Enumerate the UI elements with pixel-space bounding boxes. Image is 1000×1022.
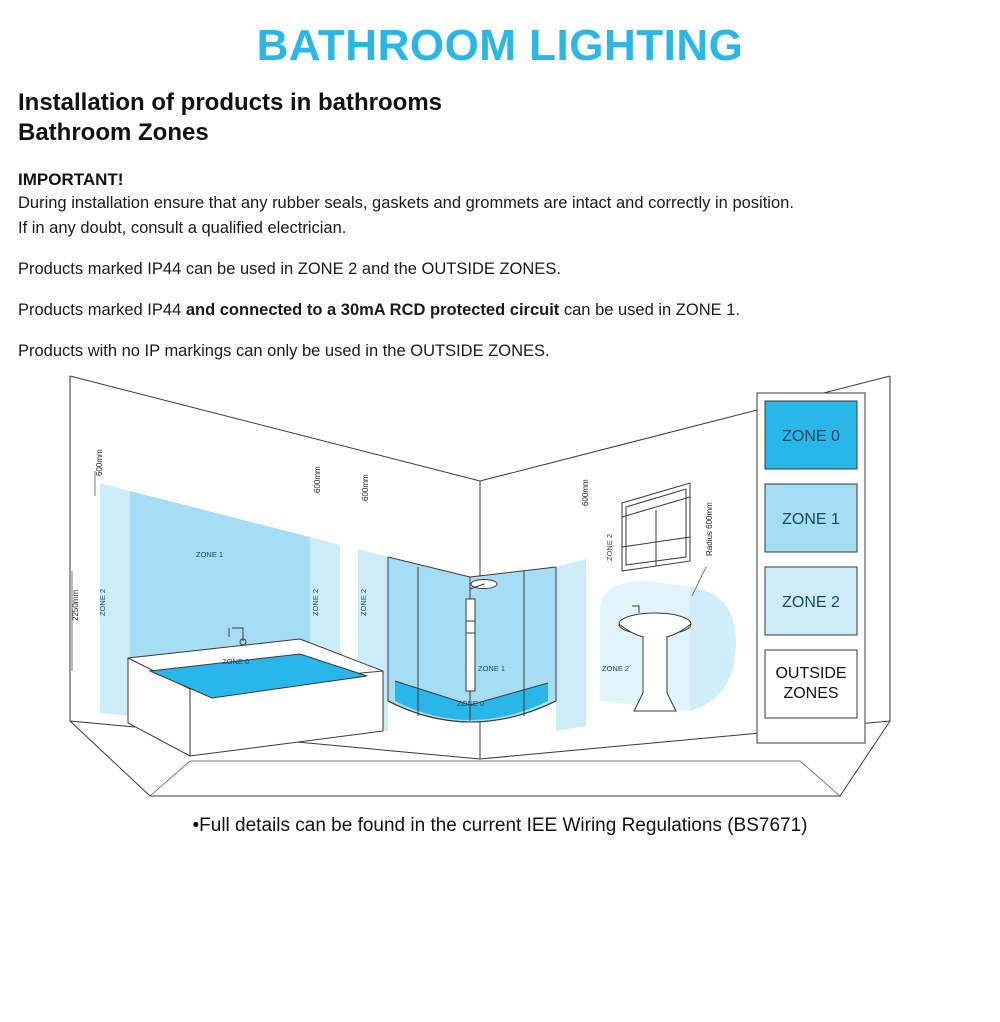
heading-bathroom-zones: Bathroom Zones <box>18 119 209 147</box>
paragraph-ip44-zone2: Products marked IP44 can be used in ZONE 2 and the OUTSIDE ZONES. <box>18 259 561 278</box>
paragraph-no-ip: Products with no IP markings can only be used in the OUTSIDE ZONES. <box>18 342 550 361</box>
important-text-line2: If in any doubt, consult a qualified electrician. <box>18 218 347 237</box>
dim-radius-600: Radius 600mm <box>705 501 714 556</box>
legend-label-zone0: ZONE 0 <box>782 427 840 445</box>
window <box>622 483 690 571</box>
paragraph-rcd-bold: and connected to a 30mA RCD protected circuit <box>185 301 560 320</box>
bathroom-zones-diagram <box>0 371 1000 801</box>
dim-2250: 2250mm <box>71 589 80 621</box>
paragraph-rcd-suffix: can be used in ZONE 1. <box>559 301 740 320</box>
paragraph-rcd <box>18 299 993 321</box>
shower-zone1-label: ZONE 1 <box>478 663 506 673</box>
window-zone2-label: ZONE 2 <box>605 533 614 561</box>
shower-zone0-label: ZONE 0 <box>457 698 485 708</box>
dim-600-a: 600mm <box>95 449 104 476</box>
basin-zone2-label: ZONE 2 <box>602 663 630 673</box>
heading-installation: Installation of products in bathrooms <box>18 89 443 117</box>
legend-label-outside-line1: OUTSIDE <box>775 664 847 682</box>
shower-enclosure <box>388 557 586 731</box>
legend-item-zone2 <box>765 567 857 635</box>
legend-label-zone2: ZONE 2 <box>782 593 840 611</box>
bath-zone2-left-label: ZONE 2 <box>98 588 107 616</box>
bath-zone1-label: ZONE 1 <box>196 549 224 559</box>
dim-600-c: 600mm <box>361 474 370 501</box>
dim-600-d: 600mm <box>581 479 590 506</box>
bath-zone2-right-label: ZONE 2 <box>311 588 320 616</box>
dim-600-b: 600mm <box>313 466 322 493</box>
legend-label-outside-line2: ZONES <box>783 684 839 702</box>
legend-label-zone1: ZONE 1 <box>782 510 840 528</box>
page-title: BATHROOM LIGHTING <box>256 21 744 70</box>
basin <box>600 581 736 711</box>
legend-item-outside-zones <box>765 650 857 718</box>
important-label: IMPORTANT! <box>18 170 124 190</box>
legend-item-zone1 <box>765 484 857 552</box>
paragraph-rcd-prefix: Products marked IP44 <box>18 301 186 320</box>
footer-note: •Full details can be found in the current IEE Wiring Regulations (BS7671) <box>192 814 808 836</box>
intro-headings <box>18 88 1000 148</box>
legend <box>757 393 865 743</box>
bathroom-lighting-infographic <box>0 22 1000 1022</box>
shower-zone2-left-label: ZONE 2 <box>359 588 368 616</box>
bath-zone0-label: ZONE 0 <box>222 656 250 666</box>
legend-item-zone0 <box>765 401 857 469</box>
important-text-line1: During installation ensure that any rubber seals, gaskets and grommets are intact and correctly in position. <box>18 194 794 213</box>
